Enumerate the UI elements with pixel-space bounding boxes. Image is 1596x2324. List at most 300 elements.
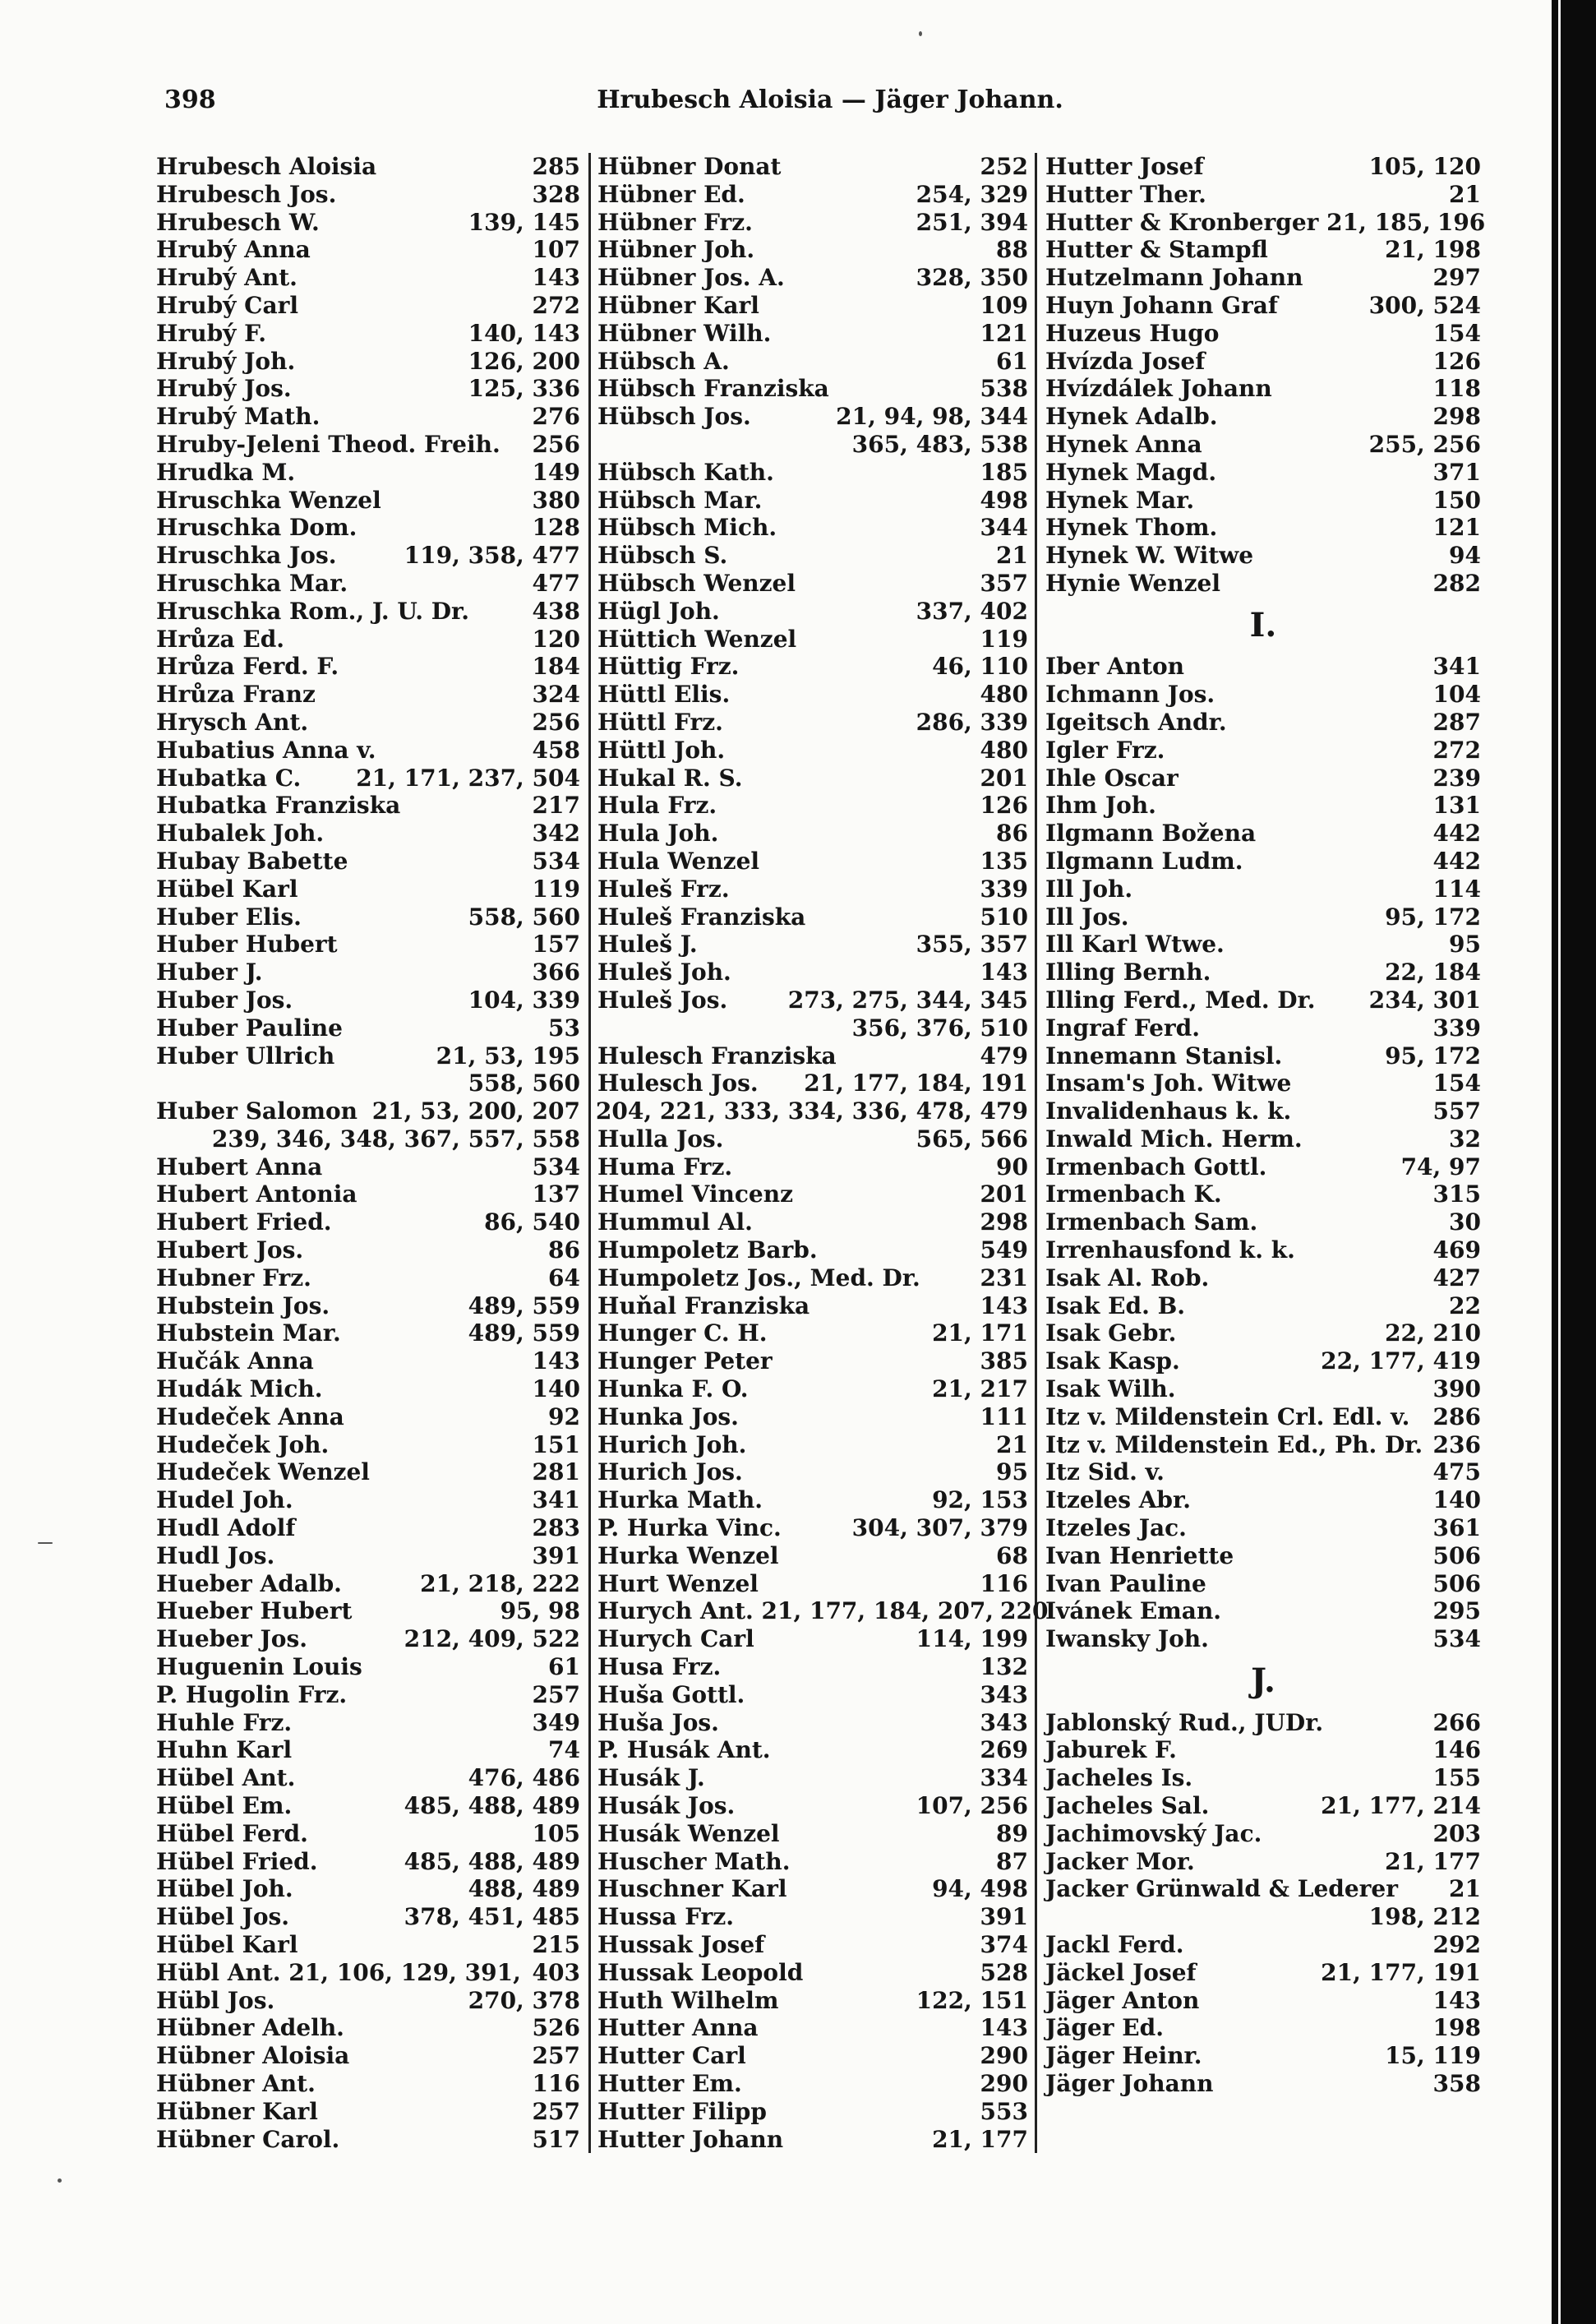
entry-pages: 276 xyxy=(532,403,580,431)
index-entry xyxy=(597,681,1028,709)
entry-pages: 427 xyxy=(1432,1264,1481,1291)
index-entry xyxy=(156,348,580,376)
index-entry xyxy=(156,542,580,570)
entry-pages: 21, 177, 184, 191 xyxy=(804,1070,1028,1097)
index-entry xyxy=(597,903,1028,931)
index-entry xyxy=(1045,1375,1481,1403)
entry-pages: 371 xyxy=(1432,458,1481,486)
entry-pages: 290 xyxy=(980,2069,1028,2097)
entry-pages: 498 xyxy=(980,486,1028,514)
entry-name: Hudeček Joh. xyxy=(156,1430,330,1458)
entry-name: Hudeček Wenzel xyxy=(156,1458,370,1486)
entry-pages: 212, 409, 522 xyxy=(404,1625,580,1653)
entry-name: Ivánek Eman. xyxy=(1045,1597,1222,1625)
index-entry xyxy=(597,765,1028,792)
entry-pages: 126 xyxy=(980,792,1028,820)
entry-pages: 287 xyxy=(1432,708,1481,736)
index-entry xyxy=(156,1292,580,1320)
index-entry xyxy=(156,1236,580,1264)
entry-name: Isak Ed. B. xyxy=(1045,1291,1185,1319)
entry-name: Hurich Joh. xyxy=(597,1430,747,1458)
entry-pages: 95, 172 xyxy=(1385,1042,1481,1070)
index-entry xyxy=(156,2014,580,2042)
entry-name: Illing Ferd., Med. Dr. xyxy=(1045,986,1316,1014)
index-entry xyxy=(156,959,580,986)
index-entry xyxy=(156,236,580,264)
entry-name: Hruschka Jos. xyxy=(156,542,337,570)
index-entry xyxy=(597,1347,1028,1375)
index-entry xyxy=(156,209,580,237)
entry-name: Irmenbach Sam. xyxy=(1045,1208,1258,1236)
entry-name: P. Husák Ant. xyxy=(597,1736,771,1764)
entry-pages: 328 xyxy=(532,180,580,208)
entry-pages: 21, 94, 98, 344 xyxy=(836,403,1028,431)
entry-pages: 151 xyxy=(532,1430,580,1458)
index-entry xyxy=(1045,514,1481,542)
index-entry xyxy=(156,570,580,598)
entry-pages: 517 xyxy=(532,2125,580,2153)
entry-name: Hrůza Franz xyxy=(156,681,316,709)
entry-name: Hunger C. H. xyxy=(597,1319,768,1347)
entry-pages: 86 xyxy=(996,820,1028,848)
index-entry xyxy=(597,2070,1028,2098)
entry-pages: 339 xyxy=(980,875,1028,903)
entry-pages: 366 xyxy=(532,959,580,986)
entry-pages: 510 xyxy=(980,903,1028,931)
entry-pages: 201 xyxy=(980,1180,1028,1208)
entry-pages: 22, 184 xyxy=(1385,959,1481,986)
entry-pages: 95 xyxy=(996,1458,1028,1486)
entry-name: Hubatka C. xyxy=(156,764,302,792)
index-entry xyxy=(597,542,1028,570)
index-entry xyxy=(1045,1180,1481,1208)
index-entry xyxy=(156,903,580,931)
index-entry xyxy=(1045,1736,1481,1764)
index-entry xyxy=(156,681,580,709)
entry-pages: 114, 199 xyxy=(916,1625,1028,1653)
entry-pages: 257 xyxy=(532,2042,580,2070)
entry-name: Hübsch S. xyxy=(597,542,728,570)
entry-pages: 378, 451, 485 xyxy=(404,1903,580,1931)
entry-pages: 215 xyxy=(532,1931,580,1958)
entry-pages: 391 xyxy=(532,1541,580,1569)
entry-pages: 257 xyxy=(532,2097,580,2125)
index-entry xyxy=(597,1486,1028,1514)
index-entry xyxy=(597,403,1028,431)
entry-name: Hubert Fried. xyxy=(156,1208,332,1236)
entry-pages: 21 xyxy=(996,542,1028,570)
entry-name: Innemann Stanisl. xyxy=(1045,1042,1283,1070)
entry-name: Hubert Antonia xyxy=(156,1180,357,1208)
entry-pages: 489, 559 xyxy=(468,1291,580,1319)
index-entry xyxy=(1045,1125,1481,1153)
entry-name: Hynek Thom. xyxy=(1045,514,1218,542)
index-entry xyxy=(156,1264,580,1292)
entry-pages: 32 xyxy=(1449,1125,1481,1153)
entry-name: Hutzelmann Johann xyxy=(1045,264,1303,292)
entry-pages: 549 xyxy=(980,1236,1028,1264)
entry-name: Isak Al. Rob. xyxy=(1045,1264,1210,1291)
entry-name: Hrubesch W. xyxy=(156,208,320,236)
index-entry xyxy=(156,792,580,820)
index-entry xyxy=(1045,1070,1481,1097)
entry-pages: 155 xyxy=(1432,1764,1481,1792)
entry-pages: 220 xyxy=(1000,1597,1049,1625)
entry-pages: 324 xyxy=(532,681,580,709)
index-entry xyxy=(156,1903,580,1931)
entry-name: Hutter Josef xyxy=(1045,153,1204,180)
entry-name: Hudel Joh. xyxy=(156,1486,293,1514)
index-entry xyxy=(597,320,1028,348)
entry-name: Humel Vincenz xyxy=(597,1180,793,1208)
entry-pages: 104, 339 xyxy=(468,986,580,1014)
entry-name: Huber Jos. xyxy=(156,986,293,1014)
entry-pages: 480 xyxy=(980,736,1028,764)
entry-name: Huber Ullrich xyxy=(156,1042,335,1070)
entry-name: Husák Jos. xyxy=(597,1792,736,1820)
entry-pages: 21, 198 xyxy=(1385,236,1481,264)
entry-pages: 185 xyxy=(980,458,1028,486)
entry-pages: 534 xyxy=(1432,1625,1481,1653)
entry-pages: 488, 489 xyxy=(468,1875,580,1903)
entry-name: Hübsch Mich. xyxy=(597,514,777,542)
entry-pages: 135 xyxy=(980,847,1028,875)
index-entry xyxy=(1045,542,1481,570)
index-entry xyxy=(1045,431,1481,459)
entry-name: Hula Joh. xyxy=(597,820,719,848)
entry-name: Isak Kasp. xyxy=(1045,1347,1180,1375)
entry-pages: 458 xyxy=(532,736,580,764)
index-entry xyxy=(1045,1931,1481,1959)
index-entry xyxy=(597,959,1028,986)
entry-name: Ingraf Ferd. xyxy=(1045,1014,1200,1042)
index-entry xyxy=(156,1042,580,1070)
entry-pages: 282 xyxy=(1432,569,1481,597)
entry-pages: 270, 378 xyxy=(468,1986,580,2014)
entry-pages: 476, 486 xyxy=(468,1764,580,1792)
entry-name: Hutter & Stampfl xyxy=(1045,236,1268,264)
entry-pages: 94, 498 xyxy=(932,1875,1028,1903)
entry-name: Hulla Jos. xyxy=(597,1125,724,1153)
index-entry xyxy=(597,848,1028,876)
entry-name: Huber J. xyxy=(156,959,263,986)
index-entry xyxy=(156,514,580,542)
index-entry xyxy=(597,1208,1028,1236)
entry-name: Jacker Grünwald & Lederer xyxy=(1045,1875,1398,1903)
index-entry xyxy=(1045,1319,1481,1347)
entry-pages: 337, 402 xyxy=(916,597,1028,625)
entry-pages: 119 xyxy=(980,625,1028,653)
entry-pages: 21, 53, 200, 207 xyxy=(371,1097,580,1125)
index-entry xyxy=(156,1709,580,1737)
index-entry xyxy=(156,292,580,320)
entry-pages: 343 xyxy=(980,1708,1028,1736)
entry-name: Hrudka M. xyxy=(156,458,296,486)
entry-name: Hüttl Frz. xyxy=(597,708,723,736)
entry-name: Ihle Oscar xyxy=(1045,764,1179,792)
entry-name: Isak Gebr. xyxy=(1045,1319,1177,1347)
index-entry xyxy=(156,2098,580,2126)
index-entry xyxy=(156,1987,580,2015)
index-entry xyxy=(597,487,1028,515)
entry-pages: 149 xyxy=(532,458,580,486)
entry-pages: 257 xyxy=(532,1680,580,1708)
entry-pages: 344 xyxy=(980,514,1028,542)
index-entry xyxy=(597,709,1028,737)
index-column-right xyxy=(1037,153,1486,2153)
index-entry xyxy=(156,1347,580,1375)
index-entry xyxy=(156,2126,580,2154)
entry-name: Hynek Anna xyxy=(1045,430,1202,458)
entry-name: Hueber Adalb. xyxy=(156,1569,342,1597)
entry-pages: 358 xyxy=(1432,2069,1481,2097)
entry-name: Itzeles Jac. xyxy=(1045,1514,1187,1542)
entry-pages: 236 xyxy=(1432,1430,1481,1458)
entry-pages: 342 xyxy=(532,820,580,848)
entry-name: Hutter Filipp xyxy=(597,2097,767,2125)
index-entry xyxy=(1045,1097,1481,1125)
entry-pages: 251, 394 xyxy=(916,208,1028,236)
entry-name: Hübner Donat xyxy=(597,153,782,180)
entry-name: Huleš Joh. xyxy=(597,959,731,986)
entry-name: Hueber Hubert xyxy=(156,1597,353,1625)
entry-name: Hudl Adolf xyxy=(156,1514,296,1542)
entry-pages: 565, 566 xyxy=(916,1125,1028,1153)
index-entry xyxy=(156,765,580,792)
entry-name: Hübner Karl xyxy=(156,2097,318,2125)
index-entry xyxy=(156,1542,580,1570)
entry-pages: 349 xyxy=(532,1708,580,1736)
entry-name: Ivan Henriette xyxy=(1045,1541,1234,1569)
entry-name: Huyn Johann Graf xyxy=(1045,291,1278,319)
entry-pages: 528 xyxy=(980,1958,1028,1986)
entry-pages: 21, 177 xyxy=(932,2125,1028,2153)
entry-name: Ivan Pauline xyxy=(1045,1569,1206,1597)
entry-name: Hübel Fried. xyxy=(156,1847,318,1875)
entry-name: Huscher Math. xyxy=(597,1847,791,1875)
index-entry xyxy=(156,1570,580,1598)
entry-name: Hübner Adelh. xyxy=(156,2014,344,2042)
entry-pages: 125, 336 xyxy=(468,375,580,403)
index-entry xyxy=(597,209,1028,237)
index-entry xyxy=(597,1153,1028,1181)
entry-pages: 92, 153 xyxy=(932,1486,1028,1514)
entry-name: Hynie Wenzel xyxy=(1045,569,1220,597)
entry-pages: 146 xyxy=(1432,1736,1481,1764)
entry-pages: 109 xyxy=(980,291,1028,319)
entry-pages: 118 xyxy=(1432,375,1481,403)
entry-pages: 374 xyxy=(980,1931,1028,1958)
entry-pages: 95 xyxy=(1449,931,1481,959)
index-entry xyxy=(1045,208,1486,237)
index-entry xyxy=(1045,570,1481,598)
entry-name: Hula Frz. xyxy=(597,792,717,820)
entry-pages: 442 xyxy=(1432,820,1481,848)
entry-name: Itzeles Abr. xyxy=(1045,1486,1191,1514)
entry-pages: 341 xyxy=(532,1486,580,1514)
entry-name: Hübner Joh. xyxy=(597,236,755,264)
index-entry xyxy=(597,1903,1028,1931)
entry-pages: 526 xyxy=(532,2014,580,2042)
entry-pages: 403 xyxy=(532,1958,580,1986)
index-entry xyxy=(597,1292,1028,1320)
entry-name: Hynek Adalb. xyxy=(1045,403,1218,431)
index-entry xyxy=(1045,1347,1481,1375)
entry-pages: 252 xyxy=(980,153,1028,180)
entry-pages: 557 xyxy=(1432,1097,1481,1125)
entry-name: Ilgmann Ludm. xyxy=(1045,847,1243,875)
entry-name: Hutter & Kronberger 21, 185, xyxy=(1045,208,1431,236)
entry-pages: 203 xyxy=(1432,1819,1481,1847)
entry-name: Hula Wenzel xyxy=(597,847,760,875)
index-entry xyxy=(1045,1514,1481,1542)
index-entry xyxy=(1045,848,1481,876)
entry-pages: 506 xyxy=(1432,1541,1481,1569)
entry-name: Hrubý Ant. xyxy=(156,264,298,292)
index-entry xyxy=(1045,986,1481,1014)
entry-pages: 116 xyxy=(532,2069,580,2097)
entry-pages: 390 xyxy=(1432,1375,1481,1403)
index-columns xyxy=(156,153,1486,2153)
index-entry xyxy=(1045,181,1481,209)
index-entry xyxy=(597,792,1028,820)
entry-name: Itz v. Mildenstein Ed., Ph. Dr. xyxy=(1045,1430,1423,1458)
index-entry xyxy=(156,181,580,209)
entry-pages: 534 xyxy=(532,847,580,875)
entry-name: Hubert Jos. xyxy=(156,1236,304,1264)
entry-pages: 558, 560 xyxy=(468,1070,580,1097)
entry-pages: 21, 177, 214 xyxy=(1321,1792,1481,1820)
index-entry xyxy=(1045,737,1481,765)
index-entry xyxy=(597,570,1028,598)
index-entry xyxy=(1045,459,1481,487)
entry-pages: 506 xyxy=(1432,1569,1481,1597)
entry-pages: 87 xyxy=(996,1847,1028,1875)
entry-name: Inwald Mich. Herm. xyxy=(1045,1125,1303,1153)
index-entry xyxy=(597,1431,1028,1459)
entry-name: Hruschka Rom., J. U. Dr. xyxy=(156,597,469,625)
index-entry xyxy=(597,459,1028,487)
entry-name: Huleš Franziska xyxy=(597,903,806,931)
entry-name: Hübsch Wenzel xyxy=(597,569,796,597)
entry-name: Hurych Ant. 21, 177, 184, 207, xyxy=(597,1597,994,1625)
index-entry xyxy=(1045,792,1481,820)
entry-pages: 341 xyxy=(1432,653,1481,681)
entry-name: Hruby-Jeleni Theod. Freih. xyxy=(156,430,500,458)
entry-name: Hrubý Anna xyxy=(156,236,311,264)
entry-pages: 339 xyxy=(1432,1014,1481,1042)
entry-name: Hrubý Carl xyxy=(156,291,298,319)
index-entry xyxy=(597,153,1028,181)
entry-pages: 154 xyxy=(1432,1070,1481,1097)
entry-pages: 217 xyxy=(532,792,580,820)
entry-name: Hutter Anna xyxy=(597,2014,759,2042)
entry-name: Hutter Em. xyxy=(597,2069,742,2097)
entry-pages: 300, 524 xyxy=(1368,291,1481,319)
index-entry xyxy=(597,1736,1028,1764)
entry-name: Irrenhausfond k. k. xyxy=(1045,1236,1295,1264)
entry-pages: 286 xyxy=(1432,1402,1481,1430)
index-entry xyxy=(1045,264,1481,292)
entry-pages: 273, 275, 344, 345 xyxy=(787,986,1028,1014)
entry-name: Hübner Ed. xyxy=(597,180,745,208)
entry-pages: 298 xyxy=(980,1208,1028,1236)
entry-name: Huňal Franziska xyxy=(597,1291,810,1319)
index-entry xyxy=(156,487,580,515)
index-entry xyxy=(156,1097,580,1125)
index-entry xyxy=(156,375,580,403)
entry-name: Hubatius Anna v. xyxy=(156,736,376,764)
entry-pages: 114 xyxy=(1432,875,1481,903)
entry-pages: 157 xyxy=(532,931,580,959)
entry-pages: 365, 483, 538 xyxy=(851,430,1028,458)
entry-pages: 90 xyxy=(996,1153,1028,1180)
index-entry xyxy=(597,1125,1028,1153)
index-entry xyxy=(597,1403,1028,1431)
entry-pages: 131 xyxy=(1432,792,1481,820)
entry-name: Igler Frz. xyxy=(1045,736,1165,764)
entry-pages: 357 xyxy=(980,569,1028,597)
entry-pages: 553 xyxy=(980,2097,1028,2125)
entry-name: Insam's Joh. Witwe xyxy=(1045,1070,1292,1097)
index-entry xyxy=(156,1375,580,1403)
entry-name: Hynek Magd. xyxy=(1045,458,1217,486)
entry-pages: 21 xyxy=(1449,180,1481,208)
index-entry xyxy=(597,1070,1028,1097)
entry-pages: 255, 256 xyxy=(1368,430,1481,458)
entry-pages: 469 xyxy=(1432,1236,1481,1264)
index-entry xyxy=(1045,1709,1481,1737)
index-entry xyxy=(156,653,580,681)
index-entry xyxy=(156,931,580,959)
entry-pages: 391 xyxy=(980,1903,1028,1931)
entry-name: Hrubý Jos. xyxy=(156,375,292,403)
entry-pages: 150 xyxy=(1432,486,1481,514)
entry-pages: 283 xyxy=(532,1514,580,1542)
entry-pages: 204, 221, 333, 334, 336, 478, 479 xyxy=(595,1097,1028,1125)
entry-name: Hübner Frz. xyxy=(597,208,753,236)
entry-name: Hubstein Mar. xyxy=(156,1319,341,1347)
index-entry xyxy=(1045,1014,1481,1042)
entry-name: Hurych Carl xyxy=(597,1625,754,1653)
index-entry xyxy=(156,737,580,765)
index-entry xyxy=(597,1625,1028,1653)
entry-name: Huleš J. xyxy=(597,931,698,959)
entry-pages: 140 xyxy=(1432,1486,1481,1514)
entry-name: P. Hugolin Frz. xyxy=(156,1680,348,1708)
index-entry xyxy=(156,1792,580,1820)
index-entry xyxy=(597,986,1028,1014)
index-entry xyxy=(156,1014,580,1042)
index-entry xyxy=(597,1042,1028,1070)
entry-pages: 485, 488, 489 xyxy=(404,1847,580,1875)
entry-pages: 119, 358, 477 xyxy=(404,542,580,570)
entry-name: Hruschka Mar. xyxy=(156,569,348,597)
index-entry xyxy=(597,1570,1028,1598)
entry-name: Hutter Ther. xyxy=(1045,180,1206,208)
entry-name: Hudl Jos. xyxy=(156,1541,275,1569)
entry-pages: 438 xyxy=(532,597,580,625)
index-entry xyxy=(597,348,1028,376)
entry-name: Jaburek F. xyxy=(1045,1736,1177,1764)
entry-pages: 139, 145 xyxy=(468,208,580,236)
entry-name: Huša Jos. xyxy=(597,1708,719,1736)
entry-name: Illing Bernh. xyxy=(1045,959,1211,986)
entry-pages: 239, 346, 348, 367, 557, 558 xyxy=(211,1125,580,1153)
entry-pages: 143 xyxy=(1432,1986,1481,2014)
print-speck xyxy=(58,2178,62,2183)
entry-pages: 89 xyxy=(996,1819,1028,1847)
